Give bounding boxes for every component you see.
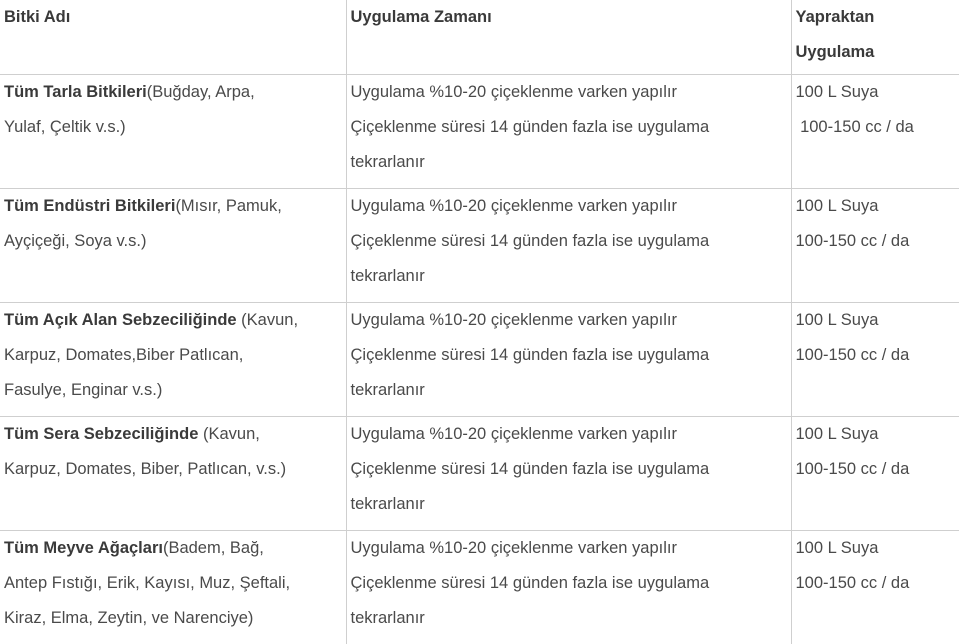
dose-cell [791,75,959,189]
header-foliar-line1: Yapraktan [796,0,956,35]
dose-water: 100 L Suya [796,417,956,452]
dose-amount: 100-150 cc / da [796,338,956,373]
timing-text: Çiçeklenme süresi 14 günden fazla ise uygulama [351,224,787,259]
crop-detail: Ayçiçeği, Soya v.s.) [4,224,342,259]
table-row [0,189,959,303]
timing-text: Uygulama %10-20 çiçeklenme varken yapılır [351,75,787,110]
timing-cell [346,531,791,644]
timing-text: Uygulama %10-20 çiçeklenme varken yapılır [351,303,787,338]
timing-text: tekrarlanır [351,259,787,294]
timing-text: tekrarlanır [351,601,787,636]
dose-amount: 100-150 cc / da [796,452,956,487]
timing-text: Uygulama %10-20 çiçeklenme varken yapılır [351,417,787,452]
crop-cell [0,75,346,189]
crop-detail: (Buğday, Arpa, [147,83,255,101]
dose-cell [791,417,959,531]
timing-text: Çiçeklenme süresi 14 günden fazla ise uygulama [351,110,787,145]
timing-text: Çiçeklenme süresi 14 günden fazla ise uygulama [351,566,787,601]
table-row [0,531,959,644]
timing-text: tekrarlanır [351,373,787,408]
timing-cell [346,189,791,303]
timing-cell [346,75,791,189]
crop-detail: Karpuz, Domates,Biber Patlıcan, [4,338,342,373]
crop-detail: (Kavun, [198,425,259,443]
crop-name: Tüm Açık Alan Sebzeciliğinde [4,311,237,329]
timing-cell [346,303,791,417]
crop-name: Tüm Endüstri Bitkileri [4,197,175,215]
dose-amount: 100-150 cc / da [796,110,956,145]
crop-detail: (Mısır, Pamuk, [175,197,281,215]
crop-cell [0,531,346,644]
crop-detail: (Kavun, [237,311,298,329]
dose-water: 100 L Suya [796,189,956,224]
timing-text: tekrarlanır [351,145,787,180]
dose-amount: 100-150 cc / da [796,566,956,601]
dose-water: 100 L Suya [796,75,956,110]
crop-cell [0,189,346,303]
table-row [0,75,959,189]
table-row [0,417,959,531]
header-foliar [791,0,959,75]
table-row [0,303,959,417]
header-crop [0,0,346,75]
timing-cell [346,417,791,531]
header-timing [346,0,791,75]
crop-cell [0,417,346,531]
crop-name: Tüm Sera Sebzeciliğinde [4,425,198,443]
dose-cell [791,189,959,303]
header-foliar-line2: Uygulama [796,35,956,70]
crop-detail: Yulaf, Çeltik v.s.) [4,110,342,145]
timing-text: Çiçeklenme süresi 14 günden fazla ise uygulama [351,452,787,487]
crop-detail: (Badem, Bağ, [163,539,264,557]
timing-text: Uygulama %10-20 çiçeklenme varken yapılır [351,531,787,566]
dose-water: 100 L Suya [796,303,956,338]
crop-name: Tüm Meyve Ağaçları [4,539,163,557]
dose-cell [791,531,959,644]
table-header-row [0,0,959,75]
timing-text: Çiçeklenme süresi 14 günden fazla ise uygulama [351,338,787,373]
dose-amount: 100-150 cc / da [796,224,956,259]
crop-cell [0,303,346,417]
crop-detail: Antep Fıstığı, Erik, Kayısı, Muz, Şeftali, [4,566,342,601]
crop-detail: Kiraz, Elma, Zeytin, ve Narenciye) [4,601,342,636]
header-timing-label: Uygulama Zamanı [351,0,787,35]
header-crop-label: Bitki Adı [4,0,342,35]
timing-text: tekrarlanır [351,487,787,522]
crop-detail: Fasulye, Enginar v.s.) [4,373,342,408]
timing-text: Uygulama %10-20 çiçeklenme varken yapılır [351,189,787,224]
dose-water: 100 L Suya [796,531,956,566]
crop-name: Tüm Tarla Bitkileri [4,83,147,101]
dose-cell [791,303,959,417]
crop-detail: Karpuz, Domates, Biber, Patlıcan, v.s.) [4,452,342,487]
